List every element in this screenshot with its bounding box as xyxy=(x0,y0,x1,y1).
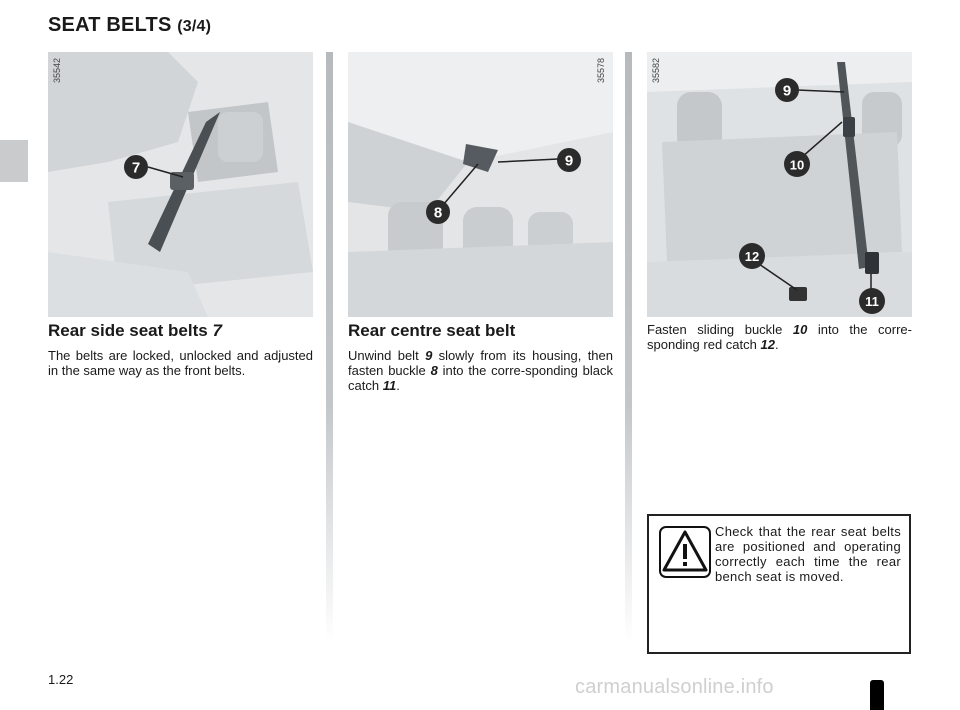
page-title xyxy=(48,14,211,37)
page-title-text: SEAT BELTS xyxy=(48,14,172,36)
page-title-suffix: (3/4) xyxy=(177,18,212,35)
callout-11: 11 xyxy=(865,294,879,309)
callout-9b: 9 xyxy=(782,82,792,100)
callout-10: 10 xyxy=(789,157,805,173)
photo-rear-side-belts xyxy=(48,52,313,317)
image-ref-3: 35582 xyxy=(651,58,661,84)
callout-8: 8 xyxy=(433,204,443,222)
text-buckle-catch xyxy=(647,322,912,352)
image-ref-1: 35542 xyxy=(52,58,62,84)
photo-rear-centre-belt xyxy=(348,52,613,317)
image-ref-2: 35578 xyxy=(596,58,606,84)
warning-text-block xyxy=(659,524,901,584)
page-number: 1.22 xyxy=(48,672,74,687)
ref-11: 11 xyxy=(382,378,397,393)
text-part: into the corre-sponding black catch xyxy=(348,363,614,393)
callout-7: 7 xyxy=(131,159,141,177)
heading-rear-side-belts xyxy=(48,321,222,341)
warning-text: Check that the rear seat belts are positioned and operating correctly each time the rear bench seat is moved. xyxy=(715,524,901,584)
warning-box xyxy=(647,514,911,654)
chapter-tab xyxy=(0,140,28,182)
heading-rear-side-belts-ref: 7 xyxy=(212,321,222,340)
text-part: . xyxy=(396,378,400,393)
column-divider-2 xyxy=(625,52,632,642)
callout-9: 9 xyxy=(564,152,574,170)
column-divider-1 xyxy=(326,52,333,642)
ref-10: 10 xyxy=(792,322,808,337)
text-part: into the corre-sponding red catch xyxy=(647,322,912,352)
text-part: . xyxy=(774,337,779,352)
ref-9: 9 xyxy=(425,348,433,363)
callout-12: 12 xyxy=(744,249,760,264)
photo-buckle-catch xyxy=(647,52,912,317)
corner-mark xyxy=(870,680,884,710)
ref-12: 12 xyxy=(760,337,775,352)
heading-rear-centre-belt: Rear centre seat belt xyxy=(348,321,516,340)
heading-rear-side-belts-text: Rear side seat belts xyxy=(48,321,208,340)
text-rear-side-belts: The belts are locked, unlocked and adjusted in the same way as the front belts. xyxy=(48,348,313,378)
text-part: Fasten sliding buckle xyxy=(647,322,793,337)
ref-8: 8 xyxy=(430,363,438,378)
watermark: carmanualsonline.info xyxy=(575,676,774,698)
text-part: slowly from its housing, then fasten buckle xyxy=(348,348,613,378)
text-part: Unwind belt xyxy=(348,348,426,363)
text-rear-centre-belt xyxy=(348,348,613,393)
